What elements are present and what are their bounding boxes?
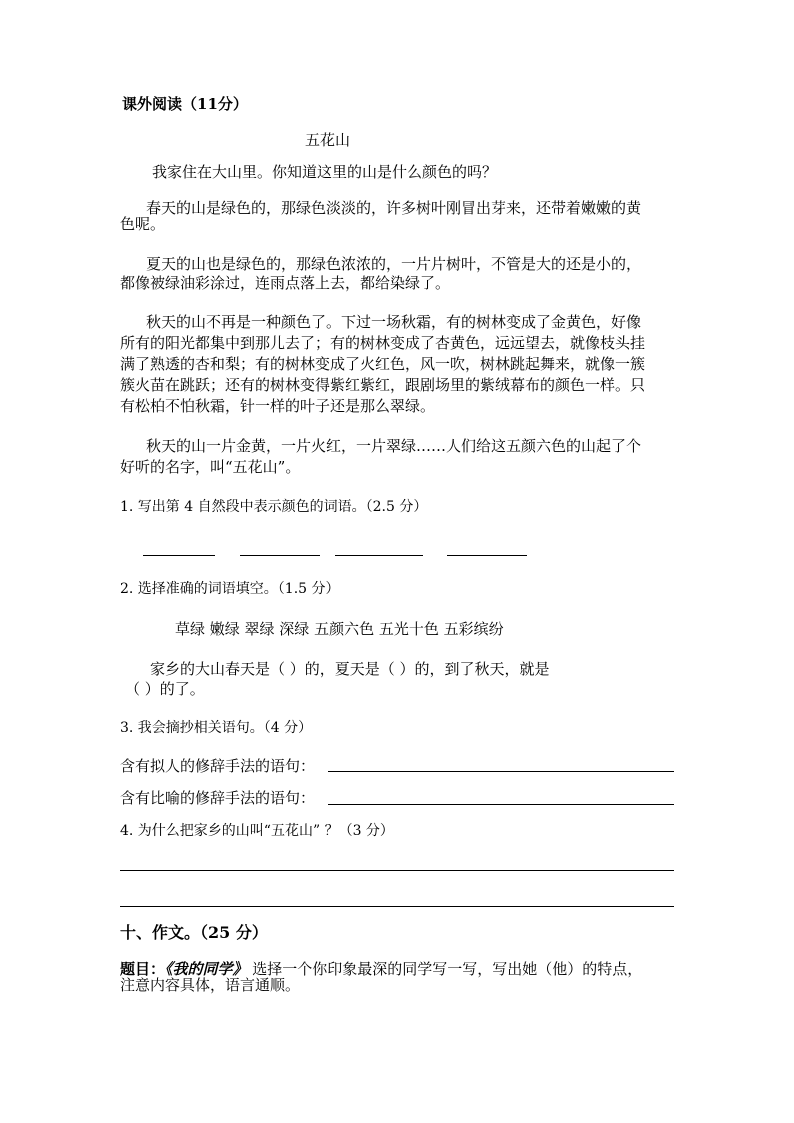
fill-sentence: （ ）的了。 bbox=[125, 680, 205, 698]
answer-line[interactable] bbox=[328, 804, 674, 805]
text-line: 都像被绿油彩涂过，连雨点落上去，都给染绿了。 bbox=[120, 274, 451, 292]
text-line: 好听的名字，叫“五花山”。 bbox=[120, 458, 301, 476]
question-3: 3. 我会摘抄相关语句。（4 分） bbox=[120, 720, 313, 736]
question-2: 2. 选择准确的词语填空。（1.5 分） bbox=[120, 581, 340, 597]
answer-line[interactable] bbox=[120, 906, 674, 907]
question-4: 4. 为什么把家乡的山叫“五花山” ？（3 分） bbox=[120, 823, 394, 839]
text-line: 簇火苗在跳跃；还有的树林变得紫红紫红，跟剧场里的紫绒幕布的颜色一样。只 bbox=[120, 376, 646, 394]
word-bank: 草绿 嫩绿 翠绿 深绿 五颜六色 五光十色 五彩缤纷 bbox=[175, 620, 504, 638]
text-line: 春天的山是绿色的，那绿色淡淡的，许多树叶刚冒出芽来，还带着嫩嫩的黄 bbox=[146, 199, 642, 217]
answer-line[interactable] bbox=[120, 870, 674, 871]
question-1: 1. 写出第 4 自然段中表示颜色的词语。（2.5 分） bbox=[120, 499, 428, 515]
personification-label: 含有拟人的修辞手法的语句： bbox=[120, 757, 316, 775]
topic-title: 《我的同学》 bbox=[165, 960, 248, 978]
text-line: 我家住在大山里。你知道这里的山是什么颜色的吗？ bbox=[152, 163, 498, 181]
text-line: 色呢。 bbox=[120, 215, 166, 233]
text-line: 所有的阳光都集中到那儿去了；有的树林变成了杏黄色，远远望去，就像枝头挂 bbox=[120, 334, 646, 352]
answer-blank[interactable] bbox=[240, 555, 320, 556]
answer-blank[interactable] bbox=[335, 555, 423, 556]
answer-blank[interactable] bbox=[143, 555, 215, 556]
metaphor-label: 含有比喻的修辞手法的语句： bbox=[120, 789, 316, 807]
text-line: 夏天的山也是绿色的，那绿色浓浓的，一片片树叶，不管是大的还是小的， bbox=[146, 255, 642, 273]
text-line: 秋天的山不再是一种颜色了。下过一场秋霜，有的树林变成了金黄色，好像 bbox=[146, 313, 642, 331]
text-line: 秋天的山一片金黄，一片火红，一片翠绿……人们给这五颜六色的山起了个 bbox=[146, 437, 642, 455]
topic-text: 选择一个你印象最深的同学写一写，写出她（他）的特点， bbox=[247, 960, 643, 978]
text-line: 满了熟透的杏和梨；有的树林变成了火红色，风一吹，树林跳起舞来，就像一簇 bbox=[120, 355, 646, 373]
text-line: 有松柏不怕秋霜，针一样的叶子还是那么翠绿。 bbox=[120, 397, 436, 415]
composition-text: 注意内容具体，语言通顺。 bbox=[120, 976, 301, 994]
answer-blank[interactable] bbox=[447, 555, 527, 556]
story-title: 五花山 bbox=[305, 131, 351, 149]
fill-sentence: 家乡的大山春天是（ ）的，夏天是（ ）的，到了秋天，就是 bbox=[150, 660, 550, 678]
composition-heading: 十、作文。（25 分） bbox=[120, 923, 268, 942]
topic-label: 题目： bbox=[120, 960, 166, 978]
section-heading: 课外阅读（11分） bbox=[122, 95, 248, 113]
answer-line[interactable] bbox=[328, 771, 674, 772]
